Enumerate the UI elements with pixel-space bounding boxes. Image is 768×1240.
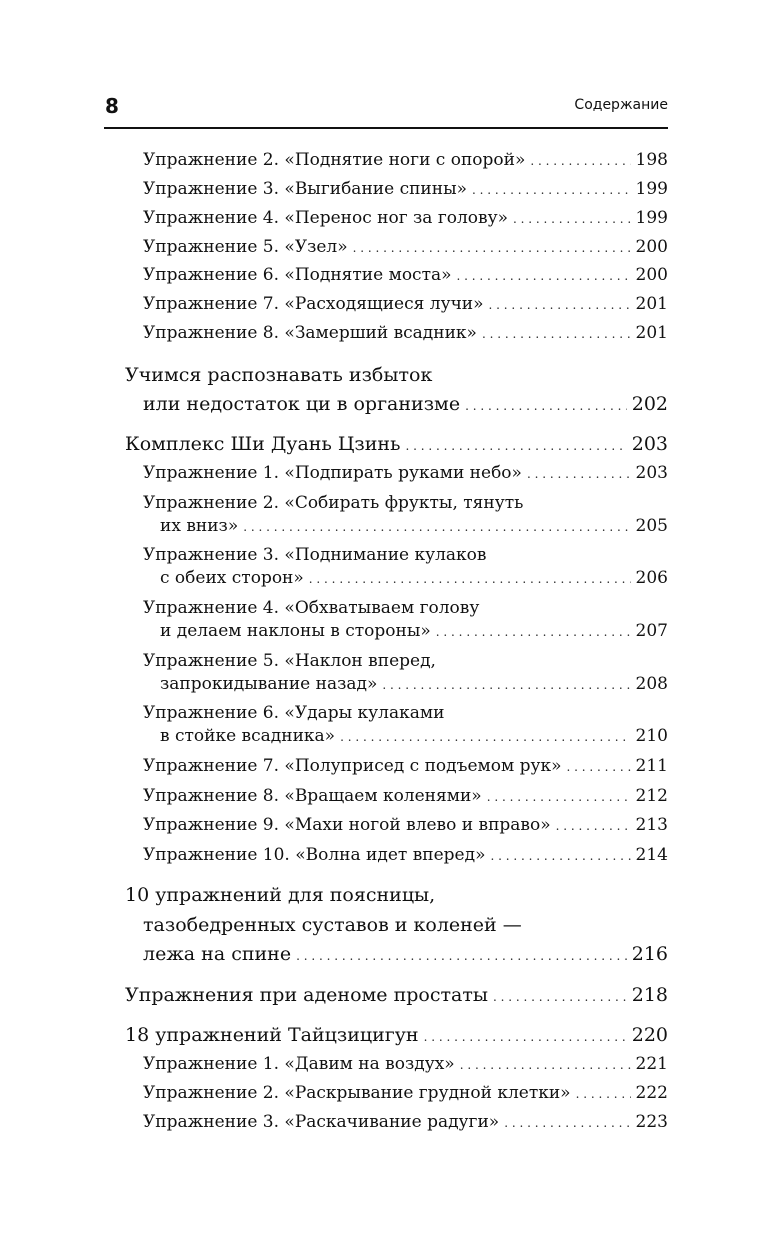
toc-entry-page: 223 — [635, 1112, 668, 1132]
toc-entry-title: Упражнение 8. «Замерший всадник» — [143, 323, 477, 343]
toc-entry-title: Упражнение 5. «Наклон вперед, — [143, 651, 436, 671]
leader-dots — [424, 1024, 627, 1046]
leader-dots — [472, 179, 631, 199]
leader-dots — [487, 786, 631, 806]
toc-entry-page: 207 — [635, 621, 668, 641]
toc-entry-title: Упражнение 3. «Раскачивание радуги» — [143, 1112, 500, 1132]
toc-entry — [143, 1112, 668, 1132]
toc-entry-page: 199 — [635, 179, 668, 199]
toc-entry-page: 200 — [635, 237, 668, 257]
toc-entry-page: 213 — [635, 815, 668, 835]
leader-dots — [576, 1083, 631, 1103]
toc-entry — [160, 726, 668, 746]
toc-entry-page: 212 — [635, 786, 668, 806]
toc-section-page: 218 — [631, 984, 668, 1006]
toc-entry — [160, 621, 668, 641]
toc-entry — [143, 463, 668, 483]
toc-entry — [143, 598, 668, 618]
toc-entry-page: 222 — [635, 1083, 668, 1103]
toc-entry — [143, 786, 668, 806]
leader-dots — [490, 845, 630, 865]
toc-entry-title: и делаем наклоны в стороны» — [160, 621, 431, 641]
toc-entry — [160, 516, 668, 536]
toc-entry-page: 214 — [635, 845, 668, 865]
toc-entry — [143, 703, 668, 723]
toc-section-page: 216 — [631, 943, 668, 965]
toc-entry — [143, 815, 668, 835]
toc-section-title: 10 упражнений для поясницы, — [125, 884, 436, 906]
toc-entry — [143, 756, 668, 776]
toc-entry-page: 206 — [635, 568, 668, 588]
toc-section-title: Упражнения при аденоме простаты — [125, 984, 488, 1006]
toc-section-title: 18 упражнений Тайцзицигун — [125, 1024, 419, 1046]
toc-entry-page: 200 — [635, 265, 668, 285]
toc-entry-title: Упражнение 2. «Раскрывание грудной клетки» — [143, 1083, 571, 1103]
toc-entry — [143, 845, 668, 865]
header-rule — [104, 127, 668, 129]
toc-section — [125, 1024, 668, 1046]
toc-entry-page: 199 — [635, 208, 668, 228]
toc-entry — [143, 265, 668, 285]
leader-dots — [436, 621, 631, 641]
toc-section — [143, 393, 668, 415]
toc-entry-title: Упражнение 8. «Вращаем коленями» — [143, 786, 482, 806]
toc-entry-title: Упражнение 9. «Махи ногой влево и вправо» — [143, 815, 551, 835]
toc-entry-page: 201 — [635, 323, 668, 343]
toc-entry-title: в стойке всадника» — [160, 726, 336, 746]
toc-section-title: Комплекс Ши Дуань Цзинь — [125, 433, 401, 455]
leader-dots — [493, 984, 627, 1006]
toc-section-title: тазобедренных суставов и коленей — — [143, 914, 522, 936]
leader-dots — [340, 726, 630, 746]
toc-entry-page: 203 — [635, 463, 668, 483]
toc-entry — [143, 208, 668, 228]
toc-section — [125, 884, 668, 906]
toc-section — [143, 914, 668, 936]
leader-dots — [556, 815, 631, 835]
toc-entry-page: 210 — [635, 726, 668, 746]
toc-section-page: 220 — [631, 1024, 668, 1046]
toc-entry-title: Упражнение 7. «Расходящиеся лучи» — [143, 294, 484, 314]
toc-entry-page: 201 — [635, 294, 668, 314]
toc-section — [125, 433, 668, 455]
toc-entry-title: с обеих сторон» — [160, 568, 304, 588]
toc-entry-title: Упражнение 1. «Подпирать руками небо» — [143, 463, 522, 483]
leader-dots — [457, 265, 631, 285]
toc-entry-title: Упражнение 3. «Поднимание кулаков — [143, 545, 487, 565]
toc-entry — [160, 568, 668, 588]
leader-dots — [530, 150, 630, 170]
toc-entry-title: Упражнение 1. «Давим на воздух» — [143, 1054, 455, 1074]
toc-entry-page: 211 — [635, 756, 668, 776]
leader-dots — [489, 294, 631, 314]
leader-dots — [405, 433, 626, 455]
toc-section — [125, 364, 668, 386]
toc-entry — [143, 237, 668, 257]
leader-dots — [296, 943, 627, 965]
toc-entry — [143, 545, 668, 565]
toc-entry-title: Упражнение 4. «Перенос ног за голову» — [143, 208, 508, 228]
leader-dots — [353, 237, 631, 257]
leader-dots — [309, 568, 631, 588]
toc-entry — [143, 294, 668, 314]
toc-entry — [143, 1083, 668, 1103]
toc-entry — [143, 651, 668, 671]
toc-entry — [160, 674, 668, 694]
toc-entry-page: 198 — [635, 150, 668, 170]
toc-entry-title: Упражнение 10. «Волна идет вперед» — [143, 845, 486, 865]
toc-section-title: лежа на спине — [143, 943, 292, 965]
toc-section-title: или недостаток ци в организме — [143, 393, 461, 415]
running-title: Содержание — [574, 97, 668, 113]
toc-entry — [143, 323, 668, 343]
toc-section — [125, 984, 668, 1006]
toc-section-title: Учимся распознавать избыток — [125, 364, 433, 386]
leader-dots — [243, 516, 630, 536]
leader-dots — [382, 674, 630, 694]
toc-entry-title: Упражнение 7. «Полуприсед с подъемом рук» — [143, 756, 562, 776]
toc-entry-title: Упражнение 2. «Собирать фрукты, тянуть — [143, 493, 524, 513]
toc-entry — [143, 179, 668, 199]
toc-entry-title: Упражнение 6. «Поднятие моста» — [143, 265, 452, 285]
leader-dots — [513, 208, 631, 228]
toc-entry-page: 208 — [635, 674, 668, 694]
toc-entry — [143, 493, 668, 513]
leader-dots — [567, 756, 631, 776]
toc-entry-title: Упражнение 3. «Выгибание спины» — [143, 179, 468, 199]
toc-entry — [143, 1054, 668, 1074]
toc-entry — [143, 150, 668, 170]
leader-dots — [527, 463, 631, 483]
toc-entry-page: 221 — [635, 1054, 668, 1074]
toc-section — [143, 943, 668, 965]
toc-entry-title: Упражнение 4. «Обхватываем голову — [143, 598, 480, 618]
toc-entry-page: 205 — [635, 516, 668, 536]
leader-dots — [482, 323, 631, 343]
toc-entry-title: Упражнение 2. «Поднятие ноги с опорой» — [143, 150, 526, 170]
toc-section-page: 202 — [631, 393, 668, 415]
leader-dots — [460, 1054, 631, 1074]
page-number: 8 — [105, 94, 119, 118]
toc-section-page: 203 — [631, 433, 668, 455]
toc-entry-title: Упражнение 6. «Удары кулаками — [143, 703, 445, 723]
toc-entry-title: запрокидывание назад» — [160, 674, 378, 694]
leader-dots — [504, 1112, 630, 1132]
toc-entry-title: их вниз» — [160, 516, 239, 536]
leader-dots — [465, 393, 627, 415]
toc-entry-title: Упражнение 5. «Узел» — [143, 237, 348, 257]
